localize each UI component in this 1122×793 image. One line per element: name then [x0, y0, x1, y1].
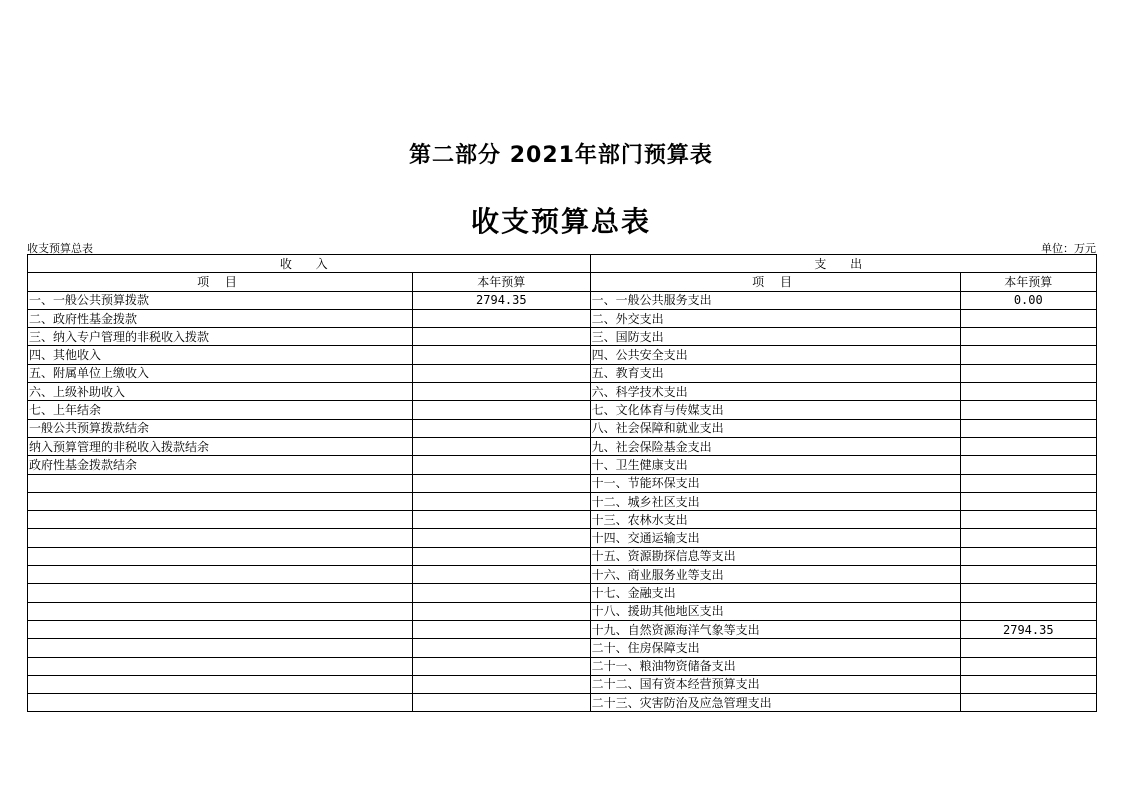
- expenditure-amount-cell: [960, 456, 1096, 474]
- expenditure-amount-cell: [960, 529, 1096, 547]
- revenue-item-cell: [28, 620, 413, 638]
- expenditure-amount-cell: [960, 639, 1096, 657]
- table-row: [28, 620, 1097, 638]
- revenue-item-cell: 六、上级补助收入: [28, 383, 413, 401]
- table-row: [28, 566, 1097, 584]
- table-row: [28, 639, 1097, 657]
- expenditure-item-cell: 十八、援助其他地区支出: [590, 602, 960, 620]
- expenditure-item-cell: 三、国防支出: [590, 328, 960, 346]
- expenditure-amount-cell: [960, 383, 1096, 401]
- table-caption: 收支预算总表: [27, 242, 93, 255]
- revenue-amount-cell: [413, 584, 591, 602]
- expenditure-amount-cell: [960, 492, 1096, 510]
- expenditure-item-cell: 十五、资源勘探信息等支出: [590, 547, 960, 565]
- expenditure-amount-cell: [960, 419, 1096, 437]
- revenue-item-cell: [28, 602, 413, 620]
- revenue-amount-cell: [413, 364, 591, 382]
- revenue-item-cell: [28, 474, 413, 492]
- expenditure-item-cell: 二十、住房保障支出: [590, 639, 960, 657]
- expenditure-item-header: 项 目: [590, 273, 960, 291]
- section-header-row: [28, 255, 1097, 273]
- revenue-amount-cell: [413, 492, 591, 510]
- revenue-item-cell: 五、附属单位上缴收入: [28, 364, 413, 382]
- expenditure-amount-cell: [960, 584, 1096, 602]
- revenue-item-cell: 一、一般公共预算拨款: [28, 291, 413, 309]
- revenue-amount-cell: [413, 602, 591, 620]
- expenditure-item-cell: 七、文化体育与传媒支出: [590, 401, 960, 419]
- revenue-item-cell: [28, 511, 413, 529]
- revenue-item-cell: [28, 657, 413, 675]
- revenue-amount-cell: [413, 529, 591, 547]
- revenue-amount-cell: 2794.35: [413, 291, 591, 309]
- revenue-budget-header: 本年预算: [413, 273, 591, 291]
- expenditure-item-cell: 十七、金融支出: [590, 584, 960, 602]
- revenue-section-header: 收 入: [28, 255, 591, 273]
- expenditure-amount-cell: [960, 511, 1096, 529]
- table-row: [28, 474, 1097, 492]
- expenditure-amount-cell: [960, 401, 1096, 419]
- revenue-amount-cell: [413, 657, 591, 675]
- expenditure-amount-cell: [960, 346, 1096, 364]
- table-row: [28, 694, 1097, 712]
- table-row: [28, 328, 1097, 346]
- page-title: 收支预算总表: [470, 205, 651, 238]
- table-row: [28, 529, 1097, 547]
- revenue-item-cell: 七、上年结余: [28, 401, 413, 419]
- expenditure-amount-cell: [960, 694, 1096, 712]
- revenue-item-cell: [28, 639, 413, 657]
- revenue-amount-cell: [413, 474, 591, 492]
- revenue-amount-cell: [413, 511, 591, 529]
- table-row: [28, 383, 1097, 401]
- expenditure-amount-cell: [960, 364, 1096, 382]
- expenditure-item-cell: 十二、城乡社区支出: [590, 492, 960, 510]
- table-row: [28, 675, 1097, 693]
- revenue-amount-cell: [413, 419, 591, 437]
- expenditure-item-cell: 八、社会保障和就业支出: [590, 419, 960, 437]
- table-row: [28, 584, 1097, 602]
- revenue-item-cell: 四、其他收入: [28, 346, 413, 364]
- table-row: [28, 657, 1097, 675]
- revenue-item-cell: 纳入预算管理的非税收入拨款结余: [28, 437, 413, 455]
- table-row: [28, 456, 1097, 474]
- revenue-amount-cell: [413, 566, 591, 584]
- expenditure-item-cell: 五、教育支出: [590, 364, 960, 382]
- table-row: [28, 419, 1097, 437]
- revenue-item-cell: [28, 566, 413, 584]
- table-row: [28, 547, 1097, 565]
- revenue-item-cell: 政府性基金拨款结余: [28, 456, 413, 474]
- revenue-item-cell: 三、纳入专户管理的非税收入拨款: [28, 328, 413, 346]
- revenue-amount-cell: [413, 437, 591, 455]
- column-header-row: [28, 273, 1097, 291]
- table-row: [28, 492, 1097, 510]
- revenue-item-cell: [28, 492, 413, 510]
- table-row: [28, 291, 1097, 309]
- revenue-amount-cell: [413, 694, 591, 712]
- revenue-amount-cell: [413, 639, 591, 657]
- expenditure-item-cell: 九、社会保险基金支出: [590, 437, 960, 455]
- table-row: [28, 602, 1097, 620]
- part-title: 第二部分 2021年部门预算表: [409, 143, 713, 168]
- expenditure-amount-cell: [960, 602, 1096, 620]
- revenue-item-cell: [28, 529, 413, 547]
- revenue-item-cell: [28, 675, 413, 693]
- revenue-amount-cell: [413, 328, 591, 346]
- revenue-item-cell: 二、政府性基金拨款: [28, 309, 413, 327]
- expenditure-amount-cell: [960, 657, 1096, 675]
- revenue-amount-cell: [413, 620, 591, 638]
- revenue-item-header: 项 目: [28, 273, 413, 291]
- revenue-item-cell: [28, 694, 413, 712]
- revenue-amount-cell: [413, 383, 591, 401]
- expenditure-amount-cell: [960, 566, 1096, 584]
- expenditure-amount-cell: [960, 474, 1096, 492]
- expenditure-budget-header: 本年预算: [960, 273, 1096, 291]
- revenue-amount-cell: [413, 456, 591, 474]
- expenditure-item-cell: 十九、自然资源海洋气象等支出: [590, 620, 960, 638]
- revenue-item-cell: [28, 584, 413, 602]
- table-row: [28, 437, 1097, 455]
- expenditure-item-cell: 四、公共安全支出: [590, 346, 960, 364]
- expenditure-amount-cell: [960, 547, 1096, 565]
- table-row: [28, 511, 1097, 529]
- revenue-amount-cell: [413, 675, 591, 693]
- expenditure-amount-cell: [960, 309, 1096, 327]
- expenditure-item-cell: 十、卫生健康支出: [590, 456, 960, 474]
- expenditure-item-cell: 十三、农林水支出: [590, 511, 960, 529]
- revenue-amount-cell: [413, 346, 591, 364]
- expenditure-item-cell: 二十二、国有资本经营预算支出: [590, 675, 960, 693]
- revenue-amount-cell: [413, 401, 591, 419]
- table-row: [28, 346, 1097, 364]
- expenditure-section-header: 支 出: [590, 255, 1096, 273]
- table-row: [28, 401, 1097, 419]
- revenue-item-cell: 一般公共预算拨款结余: [28, 419, 413, 437]
- expenditure-item-cell: 十一、节能环保支出: [590, 474, 960, 492]
- expenditure-item-cell: 十四、交通运输支出: [590, 529, 960, 547]
- budget-table: [27, 254, 1097, 712]
- expenditure-item-cell: 六、科学技术支出: [590, 383, 960, 401]
- expenditure-item-cell: 十六、商业服务业等支出: [590, 566, 960, 584]
- expenditure-amount-cell: 2794.35: [960, 620, 1096, 638]
- unit-label: 单位：万元: [1041, 242, 1096, 255]
- expenditure-amount-cell: [960, 437, 1096, 455]
- expenditure-amount-cell: [960, 328, 1096, 346]
- expenditure-item-cell: 二十一、粮油物资储备支出: [590, 657, 960, 675]
- budget-table-body: [28, 291, 1097, 712]
- expenditure-item-cell: 二十三、灾害防治及应急管理支出: [590, 694, 960, 712]
- revenue-amount-cell: [413, 547, 591, 565]
- revenue-item-cell: [28, 547, 413, 565]
- expenditure-item-cell: 二、外交支出: [590, 309, 960, 327]
- expenditure-amount-cell: [960, 675, 1096, 693]
- revenue-amount-cell: [413, 309, 591, 327]
- expenditure-amount-cell: 0.00: [960, 291, 1096, 309]
- expenditure-item-cell: 一、一般公共服务支出: [590, 291, 960, 309]
- table-row: [28, 364, 1097, 382]
- table-row: [28, 309, 1097, 327]
